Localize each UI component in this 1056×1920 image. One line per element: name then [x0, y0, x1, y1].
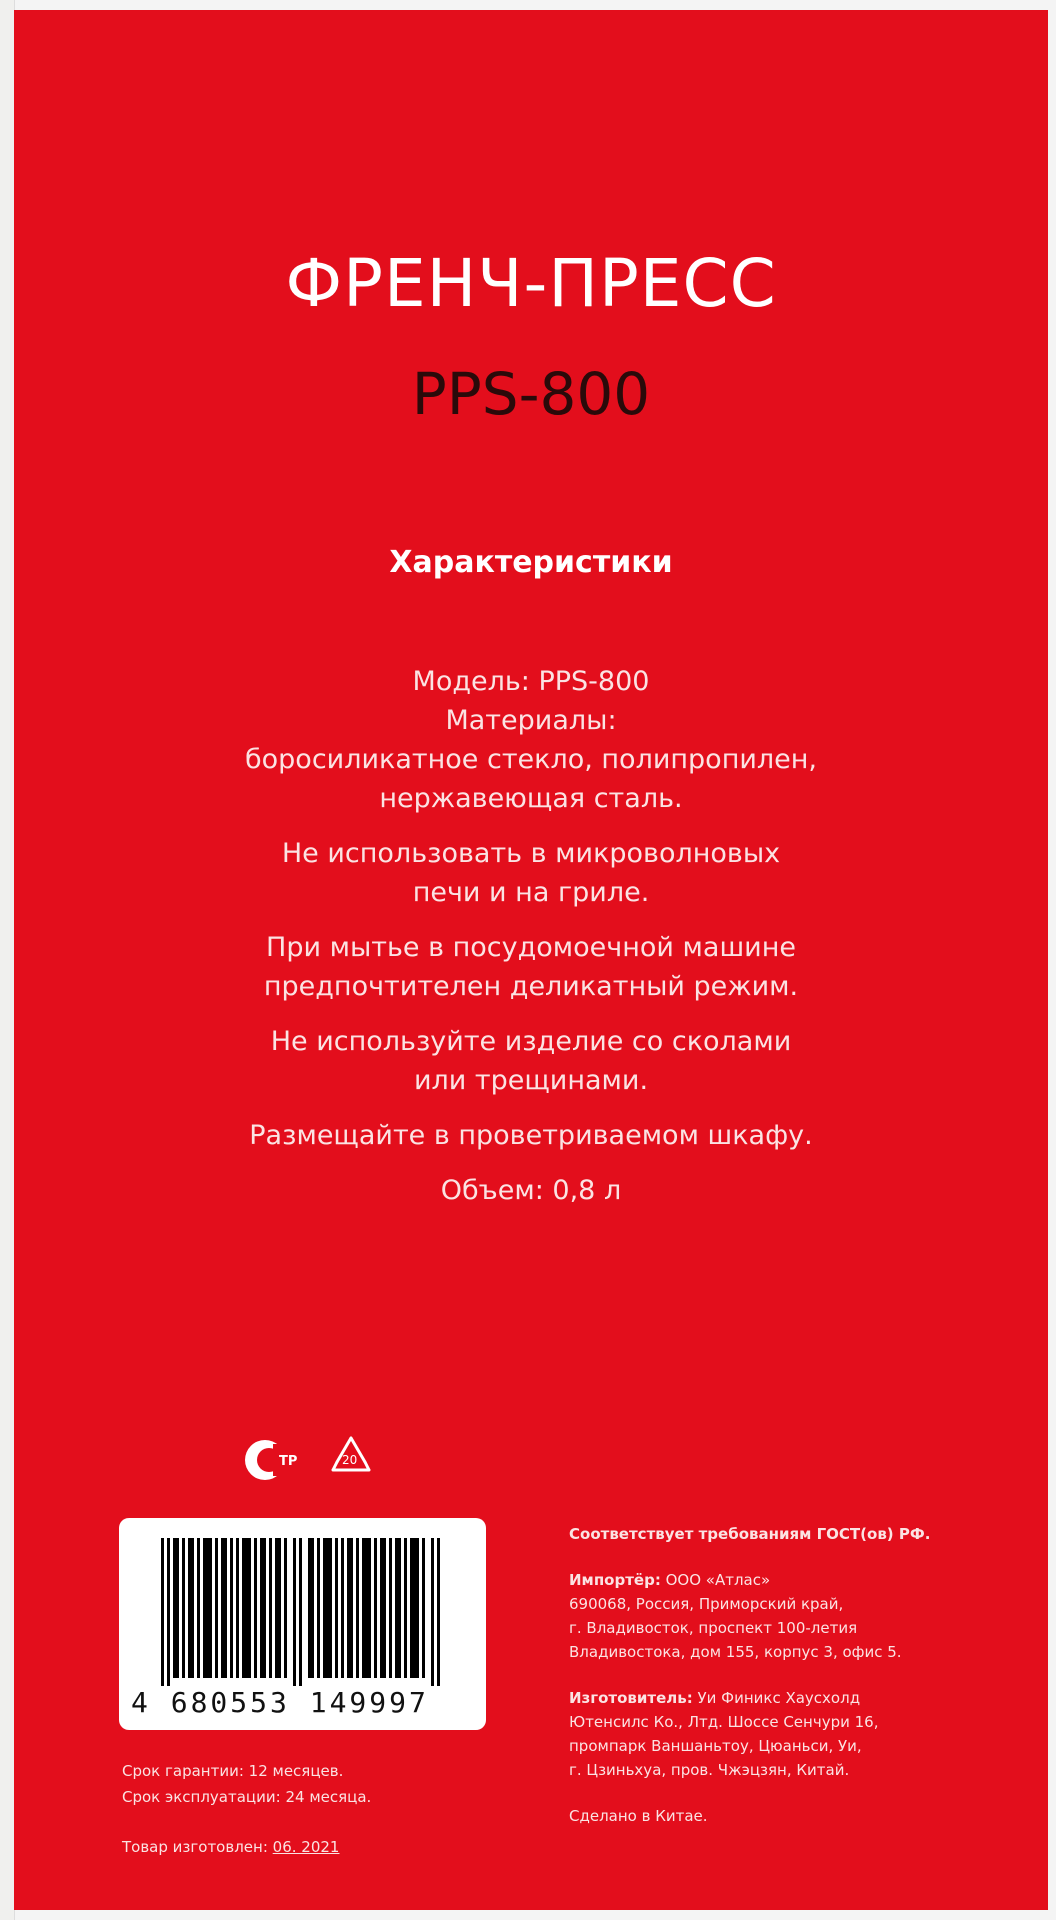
manufacturer-name: Уи Финикс Хаусхолд	[692, 1689, 861, 1707]
microwave-warning	[14, 834, 1048, 912]
characteristics-list	[14, 662, 1048, 1226]
recycle-icon	[333, 1438, 369, 1470]
chips-warning	[14, 1022, 1048, 1100]
manufacture-date	[122, 1838, 339, 1856]
importer-name: ООО «Атлас»	[660, 1571, 771, 1589]
importer-address-line: Владивостока, дом 155, корпус 3, офис 5.	[569, 1643, 902, 1661]
manufacture-date-label: Товар изготовлен:	[122, 1838, 268, 1856]
dishwasher-note	[14, 928, 1048, 1006]
materials-line: боросиликатное стекло, полипропилен,	[245, 744, 817, 775]
volume-line: Объем: 0,8 л	[440, 1175, 622, 1206]
dishwasher-note-line: предпочтителен деликатный режим.	[263, 971, 799, 1002]
legal-info	[569, 1522, 989, 1850]
eac-certification-icon	[245, 1440, 299, 1480]
barcode-label	[119, 1518, 486, 1730]
manufacturer-block	[569, 1686, 989, 1782]
microwave-warning-line: Не использовать в микроволновых	[281, 838, 781, 869]
box-side-edge	[0, 0, 15, 1920]
manufacturer-label: Изготовитель:	[569, 1689, 693, 1707]
chips-warning-line: Не используйте изделие со сколами	[270, 1026, 792, 1057]
country-of-origin: Сделано в Китае.	[569, 1807, 708, 1825]
manufacturer-address-line: г. Цзиньхуа, пров. Чжэцзян, Китай.	[569, 1761, 850, 1779]
microwave-warning-line: печи и на гриле.	[412, 877, 650, 908]
model-line: Модель: PPS-800	[412, 666, 650, 697]
characteristics-heading: Характеристики	[389, 545, 673, 580]
cert-mark-text: ТР	[279, 1454, 298, 1469]
warranty-info	[122, 1758, 371, 1810]
manufacture-date-value: 06. 2021	[272, 1838, 340, 1856]
certification-marks	[239, 1430, 399, 1490]
importer-block	[569, 1568, 989, 1664]
manufacturer-address-line: промпарк Ваншаньтоу, Цюаньси, Уи,	[569, 1737, 862, 1755]
service-life-line: Срок эксплуатации: 24 месяца.	[122, 1788, 372, 1806]
product-title: ФРЕНЧ-ПРЕСС	[285, 245, 777, 322]
recycle-code: 20	[342, 1453, 358, 1467]
barcode-number: 4 680553 149997	[131, 1686, 429, 1719]
materials-line: нержавеющая сталь.	[379, 783, 683, 814]
importer-address-line: г. Владивосток, проспект 100-летия	[569, 1619, 858, 1637]
package-back-panel	[14, 10, 1048, 1910]
gost-compliance: Соответствует требованиям ГОСТ(ов) РФ.	[569, 1525, 931, 1543]
warranty-line: Срок гарантии: 12 месяцев.	[122, 1762, 344, 1780]
chips-warning-line: или трещинами.	[413, 1065, 649, 1096]
importer-address-line: 690068, Россия, Приморский край,	[569, 1595, 844, 1613]
product-model: PPS-800	[411, 360, 651, 428]
barcode-bars	[161, 1538, 446, 1686]
storage-note: Размещайте в проветриваемом шкафу.	[249, 1120, 813, 1151]
importer-label: Импортёр:	[569, 1571, 661, 1589]
dishwasher-note-line: При мытье в посудомоечной машине	[266, 932, 796, 963]
materials-label: Материалы:	[445, 705, 617, 736]
manufacturer-address-line: Ютенсилс Ко., Лтд. Шоссе Сенчури 16,	[569, 1713, 879, 1731]
